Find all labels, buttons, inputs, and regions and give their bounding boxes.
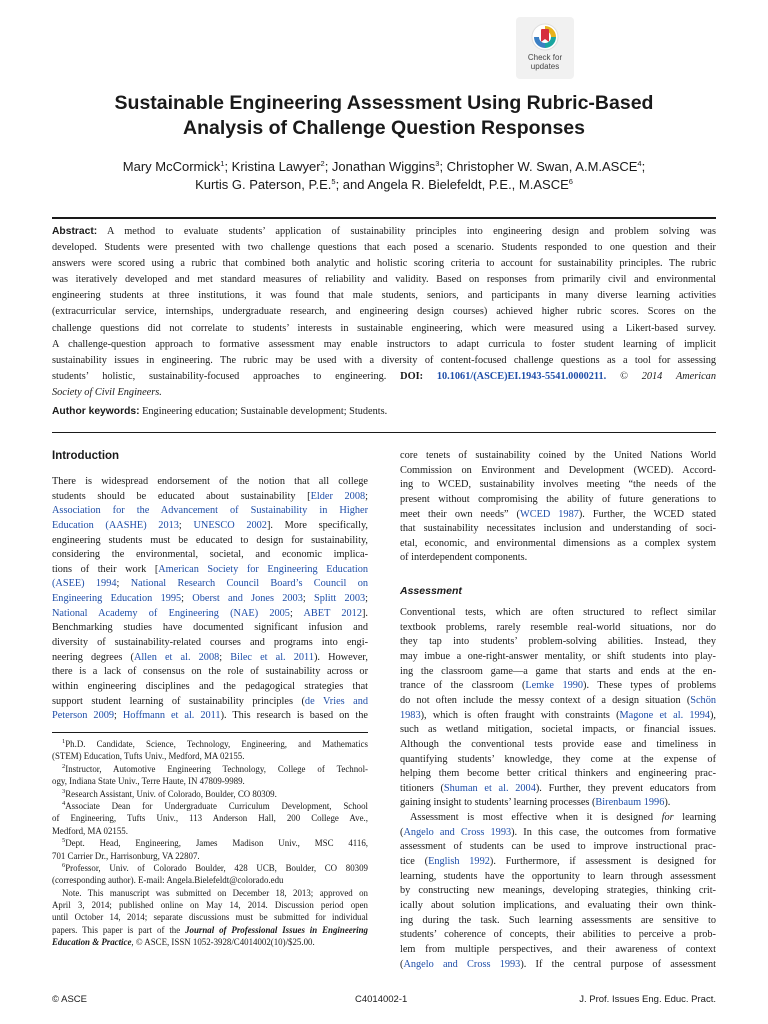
body-text: ;: [365, 490, 369, 502]
assessment-body: [400, 606, 716, 972]
text-line: [400, 753, 716, 768]
abstract-line: engineering students at three institutions, it was found that male students, seniors, and participants in many diverse learning activities: [52, 290, 716, 302]
text-line: [400, 665, 716, 680]
manuscript-note-line: [52, 924, 368, 936]
badge-label-line2: updates: [530, 62, 560, 71]
body-text: ].: [361, 607, 368, 619]
citation-link[interactable]: Peterson 2009: [52, 710, 115, 722]
body-text: helping them become better critical thinkers and engineering prac-: [400, 768, 716, 780]
manuscript-note-line: [52, 936, 368, 948]
footnote-line: [52, 837, 368, 849]
footnote-line: [52, 750, 368, 762]
badge-label: [516, 53, 574, 71]
body-text: textbook problems, rarely resemble real-world situations, nor do: [400, 621, 716, 633]
body-text: do not often include the messy context of a design situation (: [400, 694, 691, 706]
citation-link[interactable]: American Society for Engineering Education: [158, 563, 368, 575]
text-line: [400, 958, 716, 973]
title-line-1: Sustainable Engineering Assessment Using Rubric-Based: [114, 92, 654, 114]
text-line: [400, 551, 716, 566]
citation-link[interactable]: English 1992: [428, 856, 490, 868]
abstract-bottom-rule: [52, 432, 716, 433]
footnote-text: Dept. Head, Engineering, James Madison Univ., MSC 4116,: [65, 838, 368, 849]
footnote-text: Ph.D. Candidate, Science, Technology, Engineering, and Mathematics: [65, 739, 368, 749]
abstract-line: A challenge-question approach to formative assessment may enable instructors to adapt curricula to foster student learning of implicit: [52, 338, 716, 350]
body-text: Assessment is most effective when it is designed: [410, 812, 662, 824]
author-line-2: [40, 176, 728, 194]
abstract-line: [52, 369, 716, 385]
author-affiliation-marker: 3: [435, 159, 440, 168]
footnote-line: [52, 862, 368, 874]
text-line: [52, 665, 368, 680]
body-text: ). However,: [313, 651, 368, 663]
body-text: engineering students must be educated to design for sustainability,: [52, 534, 368, 546]
body-text: ). Furthermore, if assessment is designed for: [489, 856, 716, 868]
footer-journal: J. Prof. Issues Eng. Educ. Pract.: [579, 994, 716, 1005]
text-line: [400, 899, 716, 914]
footnotes: [52, 738, 368, 949]
footer-article-id: C4014002-1: [355, 994, 408, 1005]
text-line: [400, 478, 716, 493]
body-text: gaining insight to students’ learning processes (: [400, 797, 596, 809]
citation-link[interactable]: Bilec et al. 2011: [230, 651, 314, 663]
abstract-line: sustainability issues in engineering. The rubric may be used with a diversity of content-focused challenge questions as a tool for assessing: [52, 354, 716, 366]
body-text: ;: [365, 593, 369, 605]
author-name: ;: [641, 159, 646, 174]
body-text: learning, students have the opportunity to learn through assessment: [400, 870, 716, 882]
body-text: meet their own needs” (: [400, 508, 520, 520]
body-text: ;: [116, 578, 131, 590]
body-text: There is widespread endorsement of the notion that all college: [52, 476, 368, 487]
footnote-text: Research Assistant, Univ. of Colorado, Boulder, CO 80309.: [65, 788, 277, 799]
text-line: [400, 464, 716, 479]
manuscript-note-line: April 3, 2014; published online on May 14, 2014. Discussion period open: [52, 900, 368, 911]
citation-link[interactable]: WCED 1987: [519, 508, 579, 520]
body-text: ). If the central purpose of assessment: [520, 958, 716, 970]
footnote-line: [52, 763, 368, 775]
text-line: [52, 519, 368, 534]
text-line: [400, 635, 716, 650]
text-line: [400, 537, 716, 552]
citation-link[interactable]: Oberst and Jones 2003: [192, 593, 303, 605]
copyright-text: © 2014 American: [606, 370, 716, 382]
author-name: ; Kristina Lawyer: [224, 159, 321, 174]
abstract-line: [52, 224, 716, 240]
text-line: [400, 449, 716, 464]
body-text: ). This research is based on the: [220, 710, 368, 722]
footnote-text: (corresponding author). E-mail: Angela.Bielefeldt@colorado.edu: [52, 875, 284, 886]
check-for-updates-icon: [531, 23, 559, 51]
footnote-line: [52, 812, 368, 824]
text-line: [400, 870, 716, 885]
text-line: [400, 709, 716, 724]
author-list: [40, 158, 728, 194]
citation-link[interactable]: Hoffmann et al. 2011: [122, 710, 221, 722]
body-text: ;: [289, 607, 304, 619]
doi-label: DOI:: [400, 370, 424, 382]
abstract-text: A method to evaluate students’ application of sustainability principles into engineering design and problem solving was: [97, 226, 716, 237]
citation-link[interactable]: Engineering Education 1995: [52, 593, 182, 605]
body-text: (: [400, 826, 404, 838]
text-line: [400, 840, 716, 855]
author-keywords: [52, 404, 716, 420]
body-text: ). In this case, the outcomes from formative: [511, 826, 716, 838]
body-text: ing to WCED, sustainability involves meeting “the needs of the: [400, 479, 716, 491]
paper-title: [40, 91, 728, 141]
footnote-line: [52, 850, 368, 862]
abstract-label: Abstract:: [52, 226, 98, 237]
text-line: [400, 493, 716, 508]
text-line: [52, 651, 368, 666]
body-text: diversity of sustainability-related courses and programs into engi-: [52, 637, 368, 649]
citation-link[interactable]: National Research Council Board’s Council on: [130, 578, 368, 590]
body-text: assessment of students can be used to improve instructional prac-: [400, 841, 716, 853]
note-text: , © ASCE, ISSN 1052-3928/C4014002(10)/$25.00.: [131, 937, 315, 948]
body-text: Commission on Environment and Development (WCED). Accord-: [400, 464, 716, 476]
citation-link[interactable]: (ASEE) 1994: [52, 578, 117, 590]
body-text: by constructing new meanings, developing strategies, thinking crit-: [400, 885, 716, 897]
citation-link[interactable]: Schön: [690, 694, 716, 706]
citation-link[interactable]: Shuman et al. 2004: [443, 782, 536, 794]
text-line: [400, 811, 716, 826]
text-line: [52, 709, 368, 724]
citation-link[interactable]: National Academy of Engineering (NAE) 2005: [52, 607, 290, 619]
text-line: [52, 607, 368, 622]
body-text: ;: [181, 593, 193, 605]
text-line: [52, 475, 368, 490]
body-text: neering degrees (: [52, 651, 134, 663]
citation-link[interactable]: Angelo and Cross 1993: [403, 826, 512, 838]
abstract-text: students’ holistic, sustainability-focused approaches to engineering.: [52, 370, 401, 382]
footnote-text: Medford, MA 02155.: [52, 825, 128, 836]
check-for-updates-badge[interactable]: [516, 17, 574, 79]
body-text: there is a lack of consensus on the role of sustainability across or: [52, 666, 368, 678]
body-text: within engineering disciplines and the pedagogical strategies that: [52, 680, 368, 692]
footnote-line: [52, 738, 368, 750]
text-line: [52, 680, 368, 695]
abstract: [52, 224, 716, 401]
journal-name: Journal of Professional Issues in Engineering: [185, 924, 368, 935]
text-line: [400, 522, 716, 537]
footnote-marker: 1: [62, 738, 66, 745]
footnote-marker: 3: [62, 787, 66, 795]
body-text: core tenets of sustainability coined by the United Nations World: [400, 450, 716, 461]
footnote-text: (STEM) Education, Tufts Univ., Medford, MA 02155.: [52, 751, 245, 762]
text-line: [400, 679, 716, 694]
footnote-marker: 5: [62, 837, 66, 845]
footnote-marker: 4: [62, 799, 66, 807]
abstract-line: (extracurricular service, internships, undergraduate research, and engineering design courses) achieved higher rubric scores. Scores on the: [52, 306, 716, 318]
assessment-heading: Assessment: [400, 585, 462, 598]
introduction-heading: Introduction: [52, 450, 120, 462]
text-line: [400, 508, 716, 523]
body-text: ;: [178, 519, 194, 531]
author-affiliation-marker: 4: [637, 159, 642, 168]
text-line: [52, 548, 368, 563]
citation-link[interactable]: Birenbaum 1996: [595, 797, 665, 809]
manuscript-note-line: Note. This manuscript was submitted on December 18, 2013; approved on: [62, 887, 368, 898]
text-line: [52, 534, 368, 549]
text-line: [400, 914, 716, 929]
body-text: lem from multiple perspectives, and their awareness of context: [400, 943, 716, 955]
body-text: ing during the task. Such learning assessments are sensitive to: [400, 914, 716, 926]
text-line: [400, 723, 716, 738]
note-text: papers. This paper is part of the: [52, 924, 186, 935]
doi-link[interactable]: 10.1061/(ASCE)EI.1943-5541.0000211.: [423, 370, 607, 382]
footnote-text: Professor, Univ. of Colorado Boulder, 428 UCB, Boulder, CO 80309: [65, 862, 368, 873]
citation-link[interactable]: Education (AASHE) 2013: [52, 519, 179, 531]
author-name: Mary McCormick: [122, 159, 221, 174]
text-line: [400, 767, 716, 782]
footnote-text: ogy, Indiana State Univ., Terre Haute, IN 47809-9989.: [52, 776, 245, 787]
text-line: [400, 928, 716, 943]
abstract-line: challenge questions did not correlate to students’ interests in sustainable engineering, which were measured using a Likert-based survey.: [52, 322, 716, 334]
footnote-marker: 2: [62, 762, 66, 770]
text-line: [400, 943, 716, 958]
text-line: [52, 621, 368, 636]
footnote-text: of Engineering, Tufts Univ., 113 Anderson Hall, 200 College Ave.,: [52, 813, 368, 824]
body-text: students should be educated about sustainability [: [52, 490, 311, 502]
citation-link[interactable]: Allen et al. 2008: [133, 651, 220, 663]
body-text: trance of the classroom (: [400, 680, 526, 692]
citation-link[interactable]: ABET 2012: [303, 607, 362, 619]
citation-link[interactable]: UNESCO 2002: [193, 519, 267, 531]
text-line: [52, 490, 368, 505]
author-affiliation-marker: 2: [320, 159, 325, 168]
body-text: of interdependent components.: [400, 552, 528, 564]
body-text: learning: [673, 812, 716, 824]
footnote-line: [52, 788, 368, 800]
manuscript-note-line: until October 14, 2014; separate discussions must be submitted for individual: [52, 912, 368, 923]
body-text: tions of their work [: [52, 563, 159, 575]
abstract-line: answers were scored using a rubric that combined both analytic and holistic scoring criteria to account for sustainability principles. The rubric: [52, 258, 716, 270]
text-line: [400, 826, 716, 841]
author-affiliation-marker: 6: [568, 177, 573, 186]
text-line: [400, 738, 716, 753]
footnote-rule: [52, 732, 368, 733]
body-text: ]. More specifically,: [266, 519, 368, 531]
body-text: ). Further, they prevent educators from: [535, 782, 717, 794]
body-text: ically about solution implications, and evaluating their own think-: [400, 899, 716, 911]
citation-link[interactable]: Magone et al. 1994: [619, 709, 710, 721]
author-affiliation-marker: 5: [331, 177, 336, 186]
body-text: quantifying students’ knowledge, they come at the expense of: [400, 753, 716, 765]
footnote-marker: 6: [62, 861, 66, 869]
body-text: ). These types of problems: [583, 680, 716, 692]
body-text: ;: [219, 651, 231, 663]
title-line-2: Analysis of Challenge Question Responses: [182, 117, 586, 139]
text-line: [400, 855, 716, 870]
footnote-line: [52, 825, 368, 837]
body-text: etal, economic, and environmental dimensions as a complex system: [400, 537, 716, 549]
body-text: titioners (: [400, 782, 444, 794]
citation-link[interactable]: Elder 2008: [310, 490, 366, 502]
body-text: ).: [664, 797, 671, 809]
body-text: tice (: [400, 856, 429, 868]
abstract-top-rule: [52, 217, 716, 219]
text-line: [400, 782, 716, 797]
wced-paragraph: [400, 449, 716, 566]
author-name: ; Jonathan Wiggins: [324, 159, 436, 174]
citation-link[interactable]: 1983: [400, 709, 421, 721]
body-text: (: [400, 958, 404, 970]
footnote-line: [52, 874, 368, 886]
text-line: [52, 636, 368, 651]
body-text: Conventional tests, which are often structured to reflect similar: [400, 607, 716, 619]
abstract-line: was iteratively developed and met standard measures of reliability and validity. Based on responses from primarily civil and environmental: [52, 274, 716, 286]
badge-label-line1: Check for: [527, 53, 563, 62]
body-text: support student learning of sustainability principles (: [52, 695, 305, 707]
body-text: considering the environmental, societal, and economic implica-: [52, 549, 368, 561]
left-column: [52, 449, 368, 724]
text-line: [400, 650, 716, 665]
citation-link[interactable]: de Vries and: [304, 695, 369, 707]
text-line: [52, 695, 368, 710]
text-line: [400, 884, 716, 899]
body-text: ). Further, the WCED stated: [578, 508, 716, 520]
abstract-line: developed. Students were presented with two challenge questions that each posed a scenario. Students responded to one question and their: [52, 242, 716, 254]
author-name: ; and Angela R. Bielefeldt, P.E., M.ASCE: [335, 177, 569, 192]
footnote-line: [52, 775, 368, 787]
footnote-text: Associate Dean for Undergraduate Curriculum Development, School: [65, 800, 368, 811]
text-line: [52, 592, 368, 607]
footnote-list: [52, 738, 368, 887]
citation-link[interactable]: Association for the Advancement of Sustainability in Higher: [52, 505, 368, 517]
keywords-text: Engineering education; Sustainable development; Students.: [139, 406, 388, 417]
author-line-1: [40, 158, 728, 176]
keywords-label: Author keywords:: [52, 406, 140, 417]
copyright-holder: Society of Civil Engineers.: [52, 386, 162, 398]
text-line: [52, 563, 368, 578]
body-text: for: [661, 812, 674, 824]
body-text: ;: [114, 710, 123, 722]
footnote-line: [52, 800, 368, 812]
citation-link[interactable]: Angelo and Cross 1993: [403, 958, 521, 970]
body-text: ),: [710, 709, 717, 721]
citation-link[interactable]: Splitt 2003: [313, 593, 366, 605]
text-line: [52, 504, 368, 519]
text-line: [400, 796, 716, 811]
body-text: students’ coherence of concepts, their abilities to perceive a prob-: [400, 929, 716, 941]
body-text: may imbue a one-right-answer mentality, or shift students into play-: [400, 651, 716, 663]
body-text: present without compromising the ability of future generations to: [400, 493, 716, 505]
footnote-text: 701 Carrier Dr., Harrisonburg, VA 22807.: [52, 850, 200, 861]
introduction-body: [52, 475, 368, 724]
body-text: they tap into students’ problem-solving abilities. Instead, they: [400, 636, 716, 648]
text-line: [400, 694, 716, 709]
body-text: ;: [302, 593, 314, 605]
journal-name: Education & Practice: [52, 937, 132, 948]
body-text: such as wetland mitigation, societal impacts, or financial issues.: [400, 724, 716, 736]
body-text: ing the classroom game—a game that starts and ends at the en-: [400, 665, 716, 677]
body-text: Although the conventional tests provide ease and timeliness in: [400, 738, 716, 750]
footer-publisher: © ASCE: [52, 994, 87, 1005]
right-column: [400, 449, 716, 972]
author-affiliation-marker: 1: [220, 159, 225, 168]
body-text: Benchmarking studies have documented significant infusion and: [52, 622, 368, 634]
text-line: [400, 606, 716, 621]
author-name: ; Christopher W. Swan, A.M.ASCE: [439, 159, 638, 174]
text-line: [52, 577, 368, 592]
footnote-text: Instructor, Automotive Engineering Technology, College of Technol-: [65, 763, 368, 774]
citation-link[interactable]: Lemke 1990: [525, 680, 584, 692]
text-line: [400, 621, 716, 636]
body-text: ), which is often fraught with constraints (: [420, 709, 620, 721]
body-text: that sustainability necessitates inclusion and understanding of soci-: [400, 523, 716, 535]
author-name: Kurtis G. Paterson, P.E.: [195, 177, 332, 192]
